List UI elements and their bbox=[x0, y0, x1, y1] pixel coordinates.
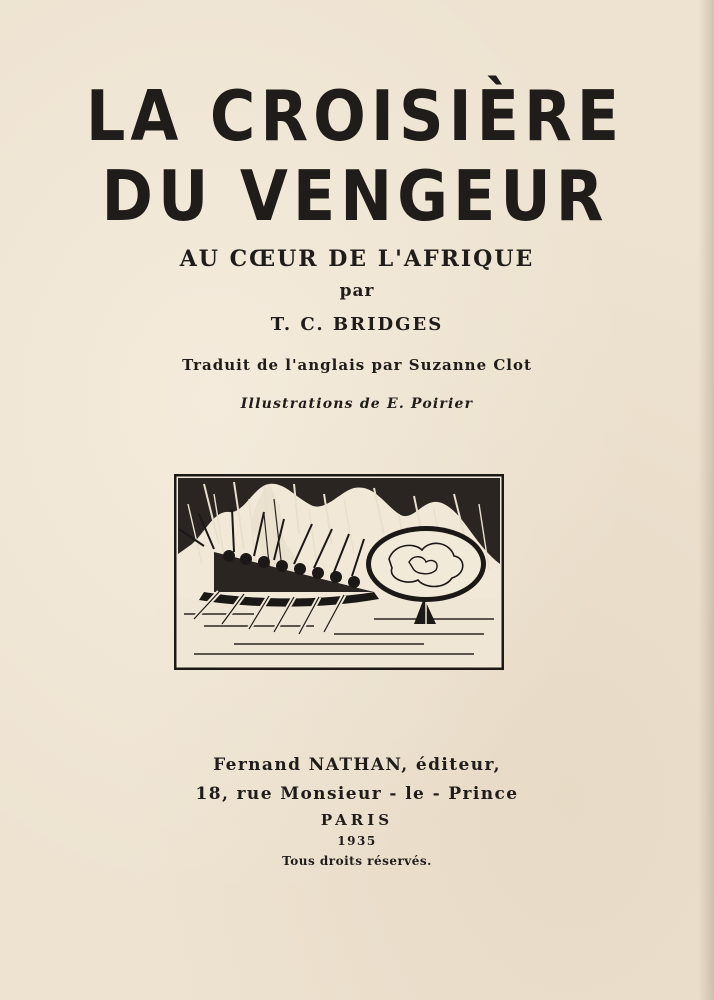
by-line: par bbox=[339, 281, 375, 301]
translator-credit: Traduit de l'anglais par Suzanne Clot bbox=[182, 356, 532, 374]
publisher-city: PARIS bbox=[320, 811, 394, 829]
title-line-2: DU VENGEUR bbox=[101, 155, 609, 238]
illustrator-credit: Illustrations de E. Poirier bbox=[240, 396, 474, 412]
publisher-address: 18, rue Monsieur - le - Prince bbox=[195, 784, 519, 804]
title-line-1: LA CROISIÈRE bbox=[85, 75, 625, 158]
woodcut-boat-illustration-icon bbox=[174, 474, 504, 670]
publication-year: 1935 bbox=[337, 834, 377, 848]
subtitle: AU CŒUR DE L'AFRIQUE bbox=[179, 246, 535, 272]
rights-notice: Tous droits réservés. bbox=[282, 854, 432, 868]
author-name: T. C. BRIDGES bbox=[270, 314, 444, 335]
publisher-name: Fernand NATHAN, éditeur, bbox=[213, 755, 501, 775]
